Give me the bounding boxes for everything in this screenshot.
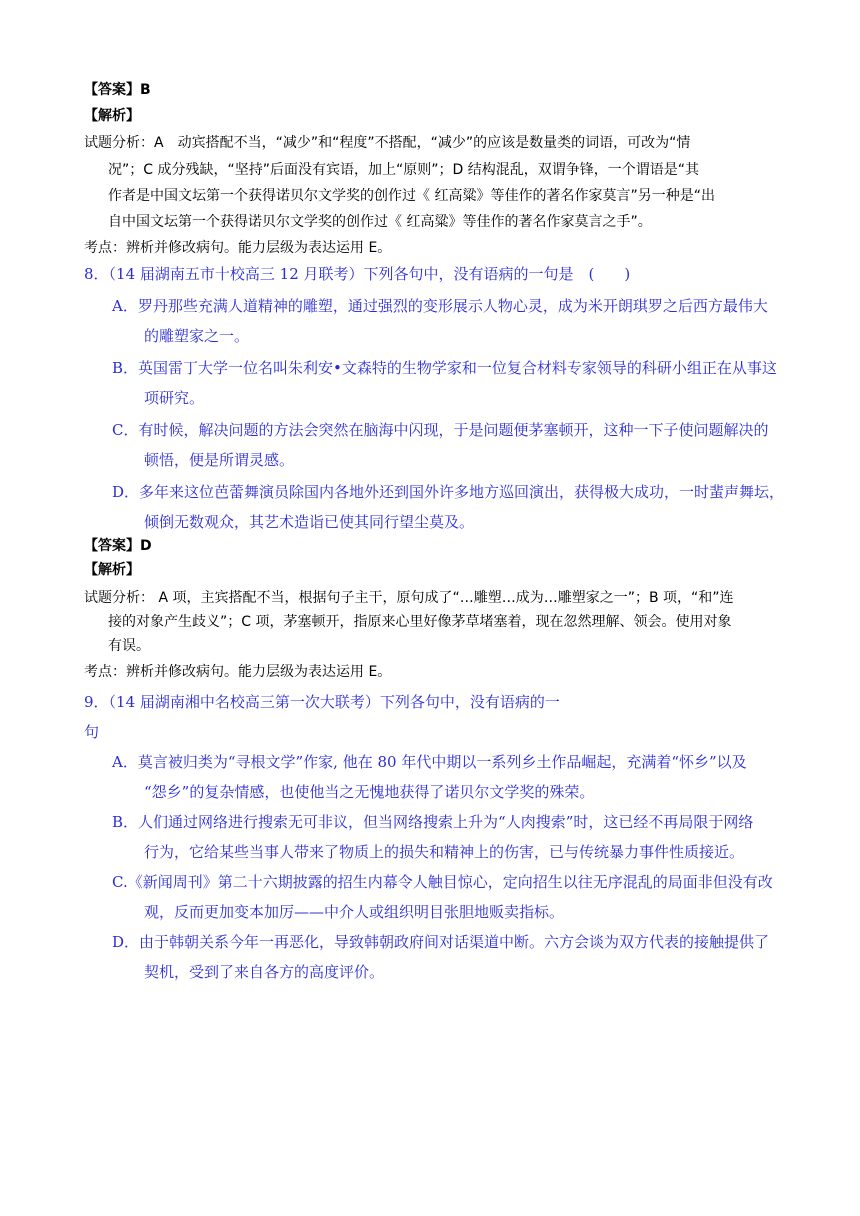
analysis-heading: 【解析】 (84, 108, 140, 124)
answer-label: 【答案】B (84, 82, 151, 98)
question-9-stem-cont: 句 (84, 723, 100, 741)
q8-option-a: A．罗丹那些充满人道精神的雕塑，通过强烈的变形展示人物心灵，成为米开朗琪罗之后西方最伟大 (112, 297, 768, 315)
analysis-line: 试题分析：A 动宾搭配不当，“减少”和“程度”不搭配，“减少”的应该是数量类的词语，可改为“情 (84, 135, 691, 151)
analysis-line: 作者是中国文坛第一个获得诺贝尔文学奖的创作过《 红高粱》等佳作的著名作家莫言”另一种是“出 (108, 188, 715, 204)
q8-option-b: B．英国雷丁大学一位名叫朱利安•文森特的生物学家和一位复合材料专家领导的科研小组正在从事这 (112, 359, 777, 377)
q9-option-a: A．莫言被归类为“寻根文学”作家, 他在 80 年代中期以一系列乡土作品崛起，充满着“怀乡”以及 (112, 753, 747, 771)
q8-option-d: D．多年来这位芭蕾舞演员除国内各地外还到国外许多地方巡回演出，获得极大成功，一时蜚声舞坛， (112, 483, 785, 501)
q9-option-c-cont: 观，反而更加变本加厉——中介人或组织明目张胆地贩卖指标。 (144, 903, 565, 921)
kaodian-note: 考点：辨析并修改病句。能力层级为表达运用 E。 (84, 664, 392, 680)
q9-option-d-cont: 契机，受到了来自各方的高度评价。 (144, 963, 385, 981)
q8-option-c: C．有时候，解决问题的方法会突然在脑海中闪现，于是问题便茅塞顿开，这种一下子使问题解决的 (112, 421, 769, 439)
analysis-line: 试题分析： A 项，主宾搭配不当，根据句子主干，原句成了“…雕塑…成为…雕塑家之一”；B 项，“和”连 (84, 590, 734, 606)
q9-option-b: B．人们通过网络进行搜索无可非议，但当网络搜索上升为“人肉搜索”时，这已经不再局限于网络 (112, 813, 754, 831)
analysis-line: 接的对象产生歧义”；C 项，茅塞顿开，指原来心里好像茅草堵塞着，现在忽然理解、领会。使用对象 (108, 614, 732, 630)
q9-option-d: D．由于韩朝关系今年一再恶化，导致韩朝政府间对话渠道中断。六方会谈为双方代表的接触提供了 (112, 933, 770, 951)
q8-option-c-cont: 顿悟，便是所谓灵感。 (144, 451, 295, 469)
q9-option-a-cont: “怨乡”的复杂情感，也使他当之无愧地获得了诺贝尔文学奖的殊荣。 (144, 783, 595, 801)
q8-option-d-cont: 倾倒无数观众，其艺术造诣已使其同行望尘莫及。 (144, 513, 475, 531)
analysis-line: 自中国文坛第一个获得诺贝尔文学奖的创作过《 红高粱》等佳作的著名作家莫言之手”。 (108, 214, 652, 230)
answer-label: 【答案】D (84, 538, 152, 554)
question-9-stem: 9．（14 届湖南湘中名校高三第一次大联考）下列各句中，没有语病的一 (84, 693, 560, 711)
question-8-stem: 8．（14 届湖南五市十校高三 12 月联考）下列各句中，没有语病的一句是 ( ) (84, 265, 631, 283)
q9-option-c: C.《新闻周刊》第二十六期披露的招生内幕令人触目惊心，定向招生以往无序混乱的局面非但没有改 (112, 873, 773, 891)
analysis-line: 况”；C 成分残缺，“坚持”后面没有宾语，加上“原则”；D 结构混乱，双谓争锋，一个谓语是“其 (108, 162, 699, 178)
q8-option-b-cont: 项研究。 (144, 389, 205, 407)
analysis-heading: 【解析】 (84, 562, 140, 578)
analysis-line: 有误。 (108, 638, 150, 654)
q8-option-a-cont: 的雕塑家之一。 (144, 327, 250, 345)
kaodian-note: 考点：辨析并修改病句。能力层级为表达运用 E。 (84, 240, 392, 256)
q9-option-b-cont: 行为，它给某些当事人带来了物质上的损失和精神上的伤害，已与传统暴力事件性质接近。 (144, 843, 745, 861)
